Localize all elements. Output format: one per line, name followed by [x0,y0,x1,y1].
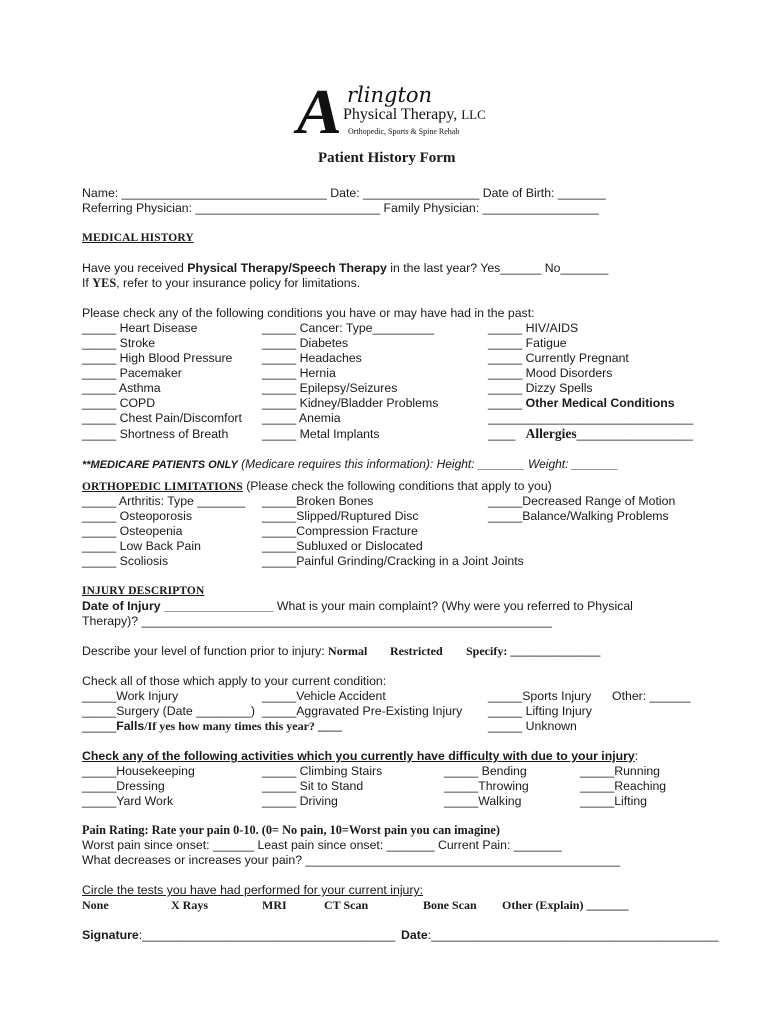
pt-question[interactable]: Have you received Physical Therapy/Speech Therapy in the last year? Yes______ No_______ [82,261,609,275]
pain-levels-line[interactable]: Worst pain since onset: ______ Least pain since onset: _______ Current Pain: _______ [82,838,562,852]
ortho-compression-fracture[interactable]: _____Compression Fracture [262,524,418,538]
activities-heading: Check any of the following activities which you currently have difficulty with due to your injury: [82,749,639,763]
condition-pacemaker[interactable]: _____ Pacemaker [82,366,182,380]
activity-bending[interactable]: _____ Bending [444,764,527,778]
cause-falls[interactable]: _____Falls/If yes how many times this year? ____ [82,719,342,733]
condition-metal-implants[interactable]: _____ Metal Implants [262,427,380,441]
condition-fatigue[interactable]: _____ Fatigue [488,336,567,350]
test-ct-scan[interactable]: CT Scan [324,898,369,912]
ortho-arthritis[interactable]: _____ Arthritis: Type _______ [82,494,246,508]
activity-dressing[interactable]: _____Dressing [82,779,165,793]
complaint-line[interactable]: Therapy)? ____________________________________________________________ [82,614,552,628]
injury-heading: INJURY DESCRIPTON [82,585,205,597]
conditions-intro: Please check any of the following conditions you have or may have had in the past: [82,306,535,320]
injury-date-complaint[interactable]: Date of Injury ________________ What is your main complaint? (Why were you referred to Physical [82,599,633,613]
condition-diabetes[interactable]: _____ Diabetes [262,336,349,350]
current-condition-intro: Check all of those which apply to your current condition: [82,674,387,688]
cause-vehicle-accident[interactable]: _____Vehicle Accident [262,689,386,703]
condition-pregnant[interactable]: _____ Currently Pregnant [488,351,629,365]
patient-name-date-dob-line[interactable]: Name: ______________________________ Date: _________________ Date of Birth: _______ [82,186,606,200]
condition-other-medical[interactable]: _____ Other Medical Conditions [488,396,675,410]
activity-throwing[interactable]: _____Throwing [444,779,529,793]
cause-other[interactable]: Other: ______ [612,689,691,703]
cause-unknown[interactable]: _____ Unknown [488,719,577,733]
other-medical-line[interactable]: ______________________________ [488,411,694,425]
pain-factors-line[interactable]: What decreases or increases your pain? ______________________________________________ [82,853,621,867]
allergies-field[interactable]: ____ Allergies_________________ [488,426,693,441]
condition-copd[interactable]: _____ COPD [82,396,156,410]
condition-mood-disorders[interactable]: _____ Mood Disorders [488,366,613,380]
insurance-note: If YES, refer to your insurance policy for limitations. [82,276,361,290]
activity-yard-work[interactable]: _____Yard Work [82,794,174,808]
logo-subtitle: Physical Therapy, LLC [343,106,486,123]
test-mri[interactable]: MRI [262,898,287,912]
condition-stroke[interactable]: _____ Stroke [82,336,156,350]
activity-walking[interactable]: _____Walking [444,794,522,808]
ortho-slipped-disc[interactable]: _____Slipped/Ruptured Disc [262,509,419,523]
signature-field[interactable]: Signature:_____________________________________ [82,928,396,942]
condition-chest-pain[interactable]: _____ Chest Pain/Discomfort [82,411,242,425]
test-other[interactable]: Other (Explain) _______ [502,898,629,912]
condition-anemia[interactable]: _____ Anemia [262,411,341,425]
cause-surgery[interactable]: _____Surgery (Date ________) [82,704,255,718]
ortho-osteoporosis[interactable]: _____ Osteoporosis [82,509,193,523]
logo-name: rlington [347,83,433,107]
activity-driving[interactable]: _____ Driving [262,794,338,808]
condition-shortness-of-breath[interactable]: _____ Shortness of Breath [82,427,229,441]
cause-aggravated-injury[interactable]: _____Aggravated Pre-Existing Injury [262,704,463,718]
activity-housekeeping[interactable]: _____Housekeeping [82,764,195,778]
tests-heading: Circle the tests you have had performed for your current injury: [82,883,424,897]
cause-work-injury[interactable]: _____Work Injury [82,689,179,703]
ortho-balance-walking[interactable]: _____Balance/Walking Problems [488,509,669,523]
form-title: Patient History Form [318,150,456,166]
medicare-line[interactable]: **MEDICARE PATIENTS ONLY (Medicare requires this information): Height: _______ Weight: _______ [82,457,619,471]
ortho-subluxed[interactable]: _____Subluxed or Dislocated [262,539,423,553]
condition-asthma[interactable]: _____ Asthma [82,381,161,395]
pain-rating-heading: Pain Rating: Rate your pain 0-10. (0= No pain, 10=Worst pain you can imagine) [82,823,500,837]
physician-line[interactable]: Referring Physician: ___________________________ Family Physician: _________________ [82,201,599,215]
ortho-decreased-rom[interactable]: _____Decreased Range of Motion [488,494,676,508]
condition-kidney-bladder[interactable]: _____ Kidney/Bladder Problems [262,396,439,410]
activity-climbing-stairs[interactable]: _____ Climbing Stairs [262,764,383,778]
logo-initial: A [291,76,348,147]
test-none[interactable]: None [82,898,109,912]
logo-tagline: Orthopedic, Sports & Spine Rehab [348,127,460,136]
ortho-low-back-pain[interactable]: _____ Low Back Pain [82,539,201,553]
condition-high-blood-pressure[interactable]: _____ High Blood Pressure [82,351,233,365]
condition-dizzy-spells[interactable]: _____ Dizzy Spells [488,381,593,395]
signature-date-field[interactable]: Date:__________________________________________ [401,928,719,942]
test-bone-scan[interactable]: Bone Scan [423,898,477,912]
cause-lifting-injury[interactable]: _____ Lifting Injury [488,704,592,718]
ortho-painful-grinding[interactable]: _____Painful Grinding/Cracking in a Joint Joints [262,554,524,568]
test-x-rays[interactable]: X Rays [171,898,209,912]
ortho-heading-line: ORTHOPEDIC LIMITATIONS (Please check the following conditions that apply to you) [82,479,552,493]
ortho-osteopenia[interactable]: _____ Osteopenia [82,524,183,538]
condition-epilepsy[interactable]: _____ Epilepsy/Seizures [262,381,398,395]
ortho-broken-bones[interactable]: _____Broken Bones [262,494,374,508]
condition-hiv-aids[interactable]: _____ HIV/AIDS [488,321,579,335]
ortho-scoliosis[interactable]: _____ Scoliosis [82,554,169,568]
activity-lifting[interactable]: _____Lifting [580,794,648,808]
condition-headaches[interactable]: _____ Headaches [262,351,362,365]
medical-history-heading: MEDICAL HISTORY [82,232,194,244]
condition-heart-disease[interactable]: _____ Heart Disease [82,321,198,335]
level-of-function[interactable]: Describe your level of function prior to injury: Normal Restricted Specify: _______________ [82,644,601,658]
cause-sports-injury[interactable]: _____Sports Injury [488,689,592,703]
condition-cancer[interactable]: _____ Cancer: Type_________ [262,321,435,335]
activity-running[interactable]: _____Running [580,764,661,778]
activity-reaching[interactable]: _____Reaching [580,779,667,793]
condition-hernia[interactable]: _____ Hernia [262,366,336,380]
activity-sit-to-stand[interactable]: _____ Sit to Stand [262,779,364,793]
